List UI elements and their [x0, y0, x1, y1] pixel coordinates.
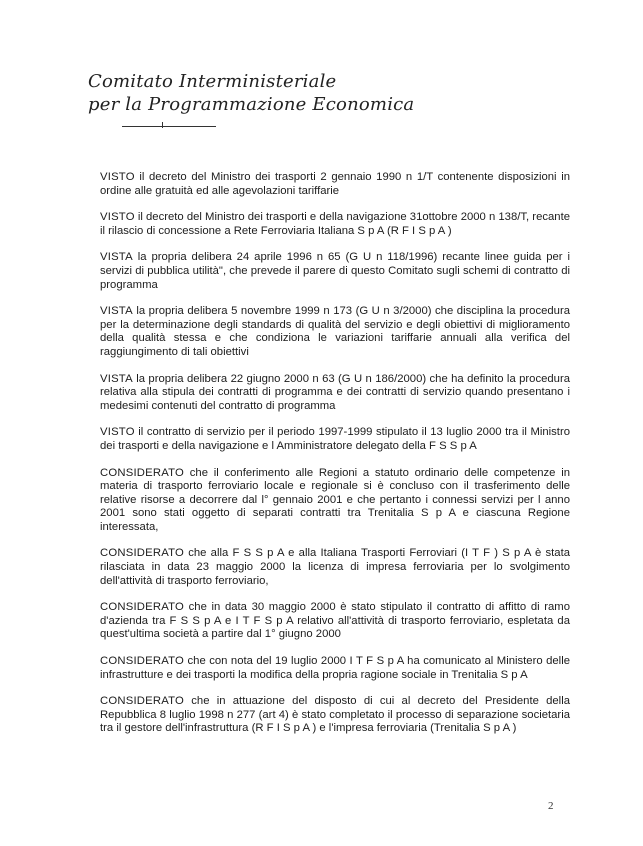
paragraph-text: la propria delibera 22 giugno 2000 n 63 (G U n 186/2000) che ha definito la procedura relativa alla stipula dei contratti di programma e dei contratti di servizio quando presentano i medesimi contenuti del contratto di programma	[100, 372, 570, 412]
paragraph-lead: VISTA	[100, 372, 133, 385]
page-number: 2	[548, 800, 554, 812]
paragraph-lead: CONSIDERATO	[100, 547, 185, 560]
letterhead-line-1: Comitato Interministeriale	[88, 71, 337, 92]
paragraph-text: che alla F S S p A e alla Italiana Trasporti Ferroviari (I T F ) S p A è stata rilasciata in data 23 maggio 2000 la licenza di impresa ferroviaria per lo svolgimento dell'attività di trasporto ferroviario,	[100, 547, 570, 587]
paragraph-lead: VISTA	[100, 251, 133, 264]
paragraph-considerato-licenza	[100, 547, 570, 588]
paragraph-lead: CONSIDERATO	[100, 601, 185, 614]
paragraph-visto-contratto	[100, 426, 570, 453]
paragraph-text: la propria delibera 24 aprile 1996 n 65 (G U n 118/1996) recante linee guida per i servizi di pubblica utilità", che prevede il parere di questo Comitato sugli schemi di contratto di programma	[100, 251, 570, 291]
paragraph-lead: CONSIDERATO	[100, 695, 185, 708]
paragraph-lead: VISTA	[100, 305, 133, 318]
paragraph-visto-decreto-1990	[100, 171, 570, 198]
paragraph-text: il decreto del Ministro dei trasporti e della navigazione 31ottobre 2000 n 138/T, recante il rilascio di concessione a Rete Ferroviaria Italiana S p A (R F I S p A )	[100, 211, 570, 237]
paragraph-visto-decreto-2000	[100, 211, 570, 238]
letterhead-line-2: per la Programmazione Economica	[88, 94, 415, 115]
paragraph-considerato-separazione	[100, 695, 570, 736]
paragraph-lead: CONSIDERATO	[100, 466, 185, 479]
paragraph-vista-delibera-1999	[100, 305, 570, 359]
paragraph-text: il decreto del Ministro dei trasporti 2 gennaio 1990 n 1/T contenente disposizioni in ordine alle gratuità ed alle agevolazioni tariffarie	[100, 171, 570, 197]
paragraph-lead: VISTO	[100, 426, 135, 439]
letterhead-underline	[122, 126, 216, 127]
paragraph-vista-delibera-2000	[100, 373, 570, 414]
paragraph-lead: CONSIDERATO	[100, 655, 185, 668]
paragraph-lead: VISTO	[100, 171, 135, 183]
letterhead	[88, 70, 414, 116]
paragraph-text: il contratto di servizio per il periodo 1997-1999 stipulato il 13 luglio 2000 tra il Ministro dei trasporti e della navigazione e l Amministratore delegato della F S S p A	[100, 426, 570, 452]
paragraph-considerato-affitto	[100, 601, 570, 642]
paragraph-text: che in data 30 maggio 2000 è stato stipulato il contratto di affitto di ramo d'azienda tra F S S p A e I T F S p A relativo all'attività di trasporto ferroviario, espletata da quest'ultima società a partire dal 1° giugno 2000	[100, 601, 570, 641]
letterhead-underline-tick	[162, 122, 163, 128]
paragraph-considerato-ragione-sociale	[100, 655, 570, 682]
paragraph-text: che con nota del 19 luglio 2000 I T F S p A ha comunicato al Ministero delle infrastrutture e dei trasporti la modifica della propria ragione sociale in Trenitalia S p A	[100, 655, 570, 681]
paragraph-text: che in attuazione del disposto di cui al decreto del Presidente della Repubblica 8 luglio 1998 n 277 (art 4) è stato completato il processo di separazione societaria tra il gestore dell'infrastruttura (R F I S p A ) e l'impresa ferroviaria (Trenitalia S p A )	[100, 695, 570, 735]
paragraph-text: la propria delibera 5 novembre 1999 n 173 (G U n 3/2000) che disciplina la procedura per la determinazione degli standards di qualità del servizio e degli obiettivi di miglioramento della qualità stessa e che condiziona le variazioni tariffarie annuali alla verifica del raggiungimento di tali obiettivi	[100, 305, 570, 358]
paragraph-vista-delibera-1996	[100, 251, 570, 292]
paragraph-lead: VISTO	[100, 211, 135, 224]
document-body	[100, 171, 570, 749]
paragraph-considerato-regioni	[100, 467, 570, 535]
paragraph-text: che il conferimento alle Regioni a statuto ordinario delle competenze in materia di trasporto ferroviario locale e regionale si è concluso con il trasferimento delle relative risorse a decorrere dal l° gennaio 2001 e che pertanto i connessi servizi per l anno 2001 sono stati oggetto di separati contratti tra Trenitalia S p A e ciascuna Regione interessata,	[100, 466, 570, 533]
